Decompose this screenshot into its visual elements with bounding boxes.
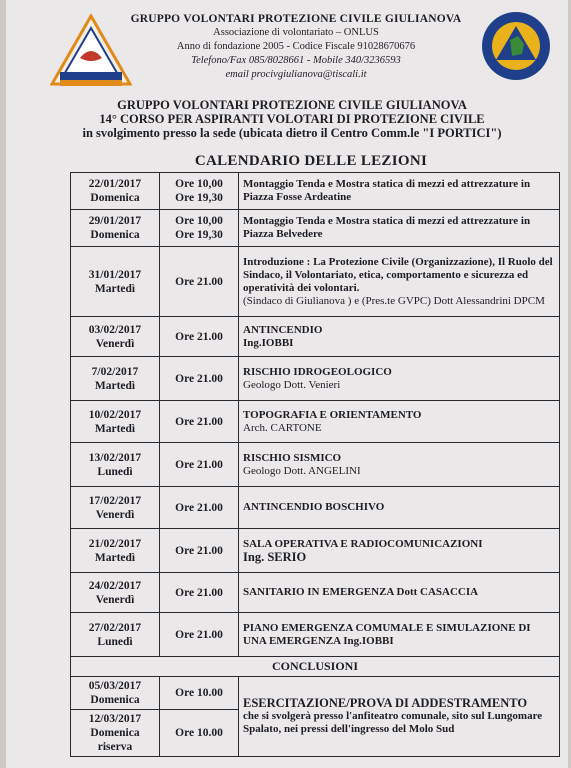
lesson-row — [71, 573, 560, 613]
lesson-speaker: Ing.IOBBI — [243, 336, 294, 349]
lesson-time: Ore 21.00 — [175, 330, 223, 343]
lesson-day: Domenica — [90, 229, 140, 241]
lesson-day: Venerdì — [95, 508, 135, 521]
document-sheet — [6, 0, 568, 768]
org-name: GRUPPO VOLONTARI PROTEZIONE CIVILE GIULIANOVA — [130, 13, 462, 25]
conclusion-subject: ESERCITAZIONE/PROVA DI ADDESTRAMENTO — [243, 696, 528, 710]
lesson-row — [71, 357, 560, 401]
conclusion-detail: che si svolgerà presso l'anfiteatro comunale, sito sul Lungomare Spalato, nei pressi dell'ingresso del Molo Sud — [243, 710, 543, 735]
lesson-subject: TOPOGRAFIA E ORIENTAMENTO — [243, 408, 422, 421]
conclusions-row — [71, 657, 560, 677]
lesson-time: Ore 21.00 — [175, 501, 223, 514]
lesson-subject: Montaggio Tenda e Mostra statica di mezzi ed attrezzature in Piazza Belvedere — [243, 215, 531, 240]
lesson-time: Ore 21.00 — [175, 586, 223, 599]
lesson-row — [71, 173, 560, 210]
lesson-date: 10/02/2017 — [88, 408, 142, 421]
lesson-time: Ore 10,00 — [175, 215, 223, 227]
lesson-speaker: Geologo Dott. Venieri — [243, 378, 341, 391]
lesson-subject: RISCHIO SISMICO — [243, 451, 342, 464]
conclusion-day: Domenica — [90, 694, 140, 706]
lesson-time: Ore 21.00 — [175, 628, 223, 641]
lesson-time: Ore 21.00 — [175, 372, 223, 385]
lesson-day: Martedì — [94, 282, 136, 295]
lesson-row — [71, 443, 560, 487]
lesson-speaker: (Sindaco di Giulianova ) e (Pres.te GVPC) Dott Alessandrini DPCM — [243, 294, 545, 307]
lesson-day: Domenica — [90, 192, 140, 204]
lesson-time: Ore 21.00 — [175, 275, 223, 288]
lesson-day: Martedì — [94, 422, 136, 435]
lesson-subject: ANTINCENDIO BOSCHIVO — [243, 501, 385, 513]
lesson-subject: Introduzione : La Protezione Civile (Organizzazione), Il Ruolo del Sindaco, il Volontariato, etica, comportamento e sicurezza ed operatività dei volontari. — [243, 255, 553, 294]
lesson-row — [71, 529, 560, 573]
lesson-speaker: Geologo Dott. ANGELINI — [243, 464, 361, 477]
lesson-date: 27/02/2017 — [88, 621, 142, 634]
conclusions-label: CONCLUSIONI — [271, 659, 358, 673]
lesson-date: 7/02/2017 — [91, 365, 139, 378]
lesson-date: 24/02/2017 — [88, 579, 142, 592]
lesson-date: 03/02/2017 — [88, 323, 142, 336]
conclusion-date: 12/03/2017 — [88, 713, 142, 725]
lesson-day: Lunedì — [97, 635, 133, 648]
lesson-subject: Montaggio Tenda e Mostra statica di mezzi ed attrezzature in Piazza Fosse Ardeatine — [243, 178, 531, 203]
organization-header — [126, 12, 466, 82]
course-line1: GRUPPO VOLONTARI PROTEZIONE CIVILE GIULIANOVA — [117, 98, 467, 112]
conclusion-time: Ore 10.00 — [175, 727, 223, 739]
conclusion-day-note: riserva — [97, 741, 133, 753]
lesson-day: Venerdì — [95, 593, 135, 606]
lesson-day: Lunedì — [97, 465, 133, 478]
lesson-row — [71, 487, 560, 529]
lesson-day: Venerdì — [95, 337, 135, 350]
lesson-subject: ANTINCENDIO — [243, 323, 323, 336]
lesson-time: Ore 21.00 — [175, 544, 223, 557]
lesson-time: Ore 21.00 — [175, 415, 223, 428]
lesson-date: 17/02/2017 — [88, 494, 142, 507]
lesson-day: Martedì — [94, 551, 136, 564]
lesson-row — [71, 401, 560, 443]
lesson-speaker: Arch. CARTONE — [243, 421, 322, 434]
org-email: email procivgiulianova@tiscali.it — [225, 69, 367, 80]
org-phone: Telefono/Fax 085/8028661 - Mobile 340/3236593 — [191, 55, 401, 66]
lessons-table — [70, 172, 560, 757]
lesson-subject: PIANO EMERGENZA COMUMALE E SIMULAZIONE DI UNA EMERGENZA Ing.IOBBI — [243, 621, 531, 647]
right-logo-icon — [480, 10, 552, 82]
lesson-row — [71, 247, 560, 317]
lesson-speaker: Ing. SERIO — [243, 549, 307, 564]
lesson-time-end: Ore 19,30 — [175, 192, 223, 204]
lesson-date: 29/01/2017 — [88, 215, 142, 227]
lesson-date: 13/02/2017 — [88, 451, 142, 464]
lesson-time: Ore 10,00 — [175, 178, 223, 190]
lesson-time-end: Ore 19,30 — [175, 229, 223, 241]
conclusion-time: Ore 10.00 — [175, 687, 223, 699]
org-founded: Anno di fondazione 2005 - Codice Fiscale 91028670676 — [176, 41, 416, 52]
lesson-subject: SALA OPERATIVA E RADIOCOMUNICAZIONI — [243, 537, 483, 550]
lesson-day: Martedì — [94, 379, 136, 392]
conclusion-date: 05/03/2017 — [88, 680, 142, 692]
conclusion-day: Domenica — [90, 727, 140, 739]
calendar-title: CALENDARIO DELLE LEZIONI — [194, 153, 428, 169]
lesson-subject: RISCHIO IDROGEOLOGICO — [243, 365, 392, 378]
org-assoc: Associazione di volontariato – ONLUS — [213, 27, 379, 38]
lesson-row — [71, 210, 560, 247]
lesson-row — [71, 613, 560, 657]
lesson-row — [71, 317, 560, 357]
lesson-subject: SANITARIO IN EMERGENZA Dott CASACCIA — [243, 586, 479, 598]
course-heading — [62, 98, 522, 140]
conclusion-row — [71, 677, 560, 710]
lesson-time: Ore 21.00 — [175, 458, 223, 471]
course-line3: in svolgimento presso la sede (ubicata dietro il Centro Comm.le "I PORTICI") — [82, 126, 502, 140]
left-logo-icon — [50, 14, 132, 88]
course-line2: 14° CORSO PER ASPIRANTI VOLOTARI DI PROTEZIONE CIVILE — [99, 112, 485, 126]
lesson-date: 31/01/2017 — [88, 268, 142, 281]
lesson-date: 21/02/2017 — [88, 537, 142, 550]
lesson-date: 22/01/2017 — [88, 178, 142, 190]
